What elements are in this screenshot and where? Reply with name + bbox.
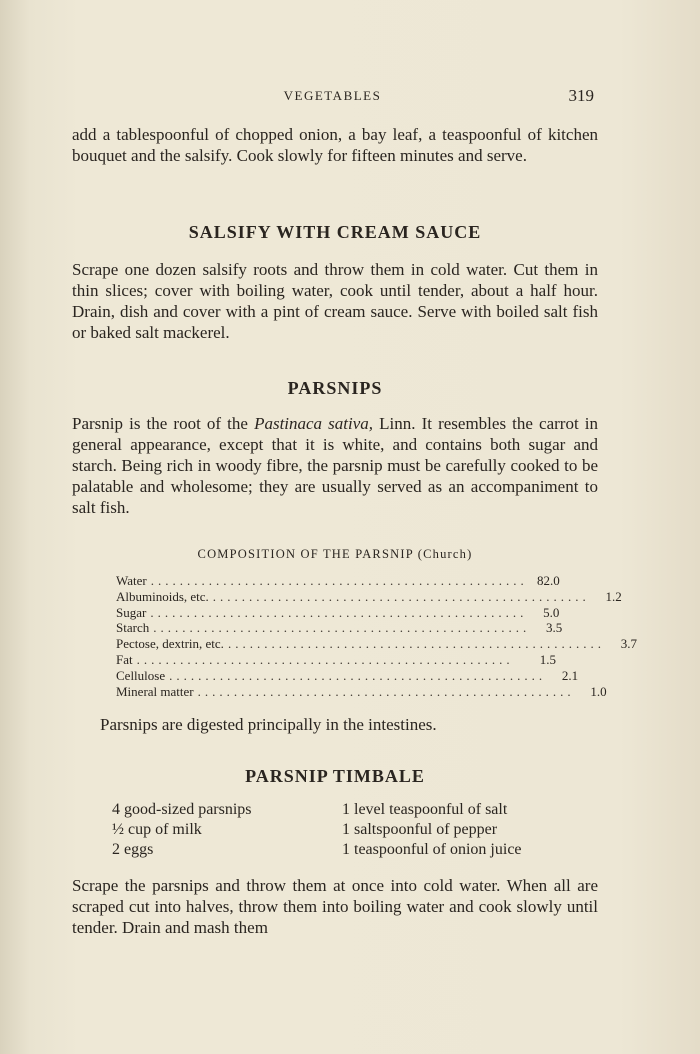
parsnips-text-start: Parsnip is the root of the [72, 414, 255, 433]
composition-label: Sugar [116, 604, 147, 620]
composition-value: 1.0 [590, 683, 607, 699]
composition-label: Mineral matter [116, 683, 194, 699]
composition-row [116, 652, 556, 668]
composition-label: Water [116, 573, 147, 588]
ingredient-item: 2 eggs [112, 841, 154, 858]
composition-row [116, 636, 637, 652]
parsnips-heading: PARSNIPS [287, 378, 383, 398]
leader-dots: .................................................... [153, 620, 531, 636]
composition-value: 1.2 [605, 588, 622, 604]
timbale-paragraph: Scrape the parsnips and throw them at once into cold water. When all are scraped cut into halves, throw them into boiling water and cook slowly until tender. Drain and mash them [72, 876, 598, 937]
running-title: VEGETABLES [283, 88, 382, 103]
parsnips-paragraph [72, 413, 598, 518]
leader-dots: .................................................... [150, 573, 528, 588]
ingredient-column-right [342, 800, 522, 860]
parsnips-text-rest: Linn. It resembles the carrot in general appearance, except that it is white, and contains both sugar and starch. Being rich in woody fibre, the parsnip must be carefully cooked to be palatable and wholesome; they are usually served as an accompaniment to salt fish. [72, 414, 599, 517]
composition-row [116, 667, 579, 684]
composition-label: Fat [116, 651, 133, 667]
composition-value: 2.1 [561, 667, 579, 683]
ingredient-item: 1 level teaspoonful of salt [342, 801, 508, 818]
running-head [0, 86, 700, 108]
composition-row [116, 604, 560, 621]
leader-dots: .................................................... [197, 683, 575, 699]
leader-dots: .................................................... [227, 636, 605, 652]
composition-value: 1.5 [539, 651, 556, 667]
leader-dots: .................................................... [212, 588, 590, 604]
page-number: 319 [568, 86, 594, 105]
composition-value: 82.0 [536, 573, 560, 588]
composition-label: Starch [116, 620, 150, 636]
botanical-name: Pastinaca sativa, [254, 414, 374, 433]
composition-caption: COMPOSITION OF THE PARSNIP (Church) [197, 547, 473, 561]
composition-table [116, 573, 637, 699]
ingredient-item: 1 saltspoonful of pepper [342, 821, 498, 838]
composition-row [116, 620, 563, 636]
composition-label: Pectose, dextrin, etc. [116, 636, 224, 652]
composition-label: Cellulose [116, 667, 166, 683]
leader-dots: .................................................... [169, 667, 547, 683]
salsify-paragraph: Scrape one dozen salsify roots and throw them in cold water. Cut them in thin slices; cover with boiling water, cook until tender, about a half hour. Drain, dish and cover with a pint of cream sauce. Serve with boiled salt fish or baked salt mackerel. [72, 260, 598, 342]
ingredient-item: ½ cup of milk [112, 821, 202, 838]
intro-paragraph: add a tablespoonful of chopped onion, a bay leaf, a teaspoonful of kitchen bouquet and the salsify. Cook slowly for fifteen minutes and serve. [72, 125, 598, 165]
composition-value: 3.7 [620, 636, 637, 652]
ingredient-item: 4 good-sized parsnips [112, 801, 252, 818]
salsify-heading: SALSIFY WITH CREAM SAUCE [188, 222, 482, 242]
leader-dots: .................................................... [136, 651, 514, 667]
composition-row [116, 588, 622, 605]
timbale-heading: PARSNIP TIMBALE [245, 766, 425, 786]
leader-dots: .................................................... [150, 604, 528, 620]
composition-row [116, 573, 560, 589]
ingredient-column-left [112, 800, 252, 860]
composition-row [116, 683, 607, 700]
digestion-note: Parsnips are digested principally in the intestines. [100, 715, 437, 734]
ingredient-item: 1 teaspoonful of onion juice [342, 841, 522, 858]
composition-label: Albuminoids, etc. [116, 588, 209, 604]
composition-value: 5.0 [543, 604, 560, 620]
composition-value: 3.5 [545, 620, 563, 636]
